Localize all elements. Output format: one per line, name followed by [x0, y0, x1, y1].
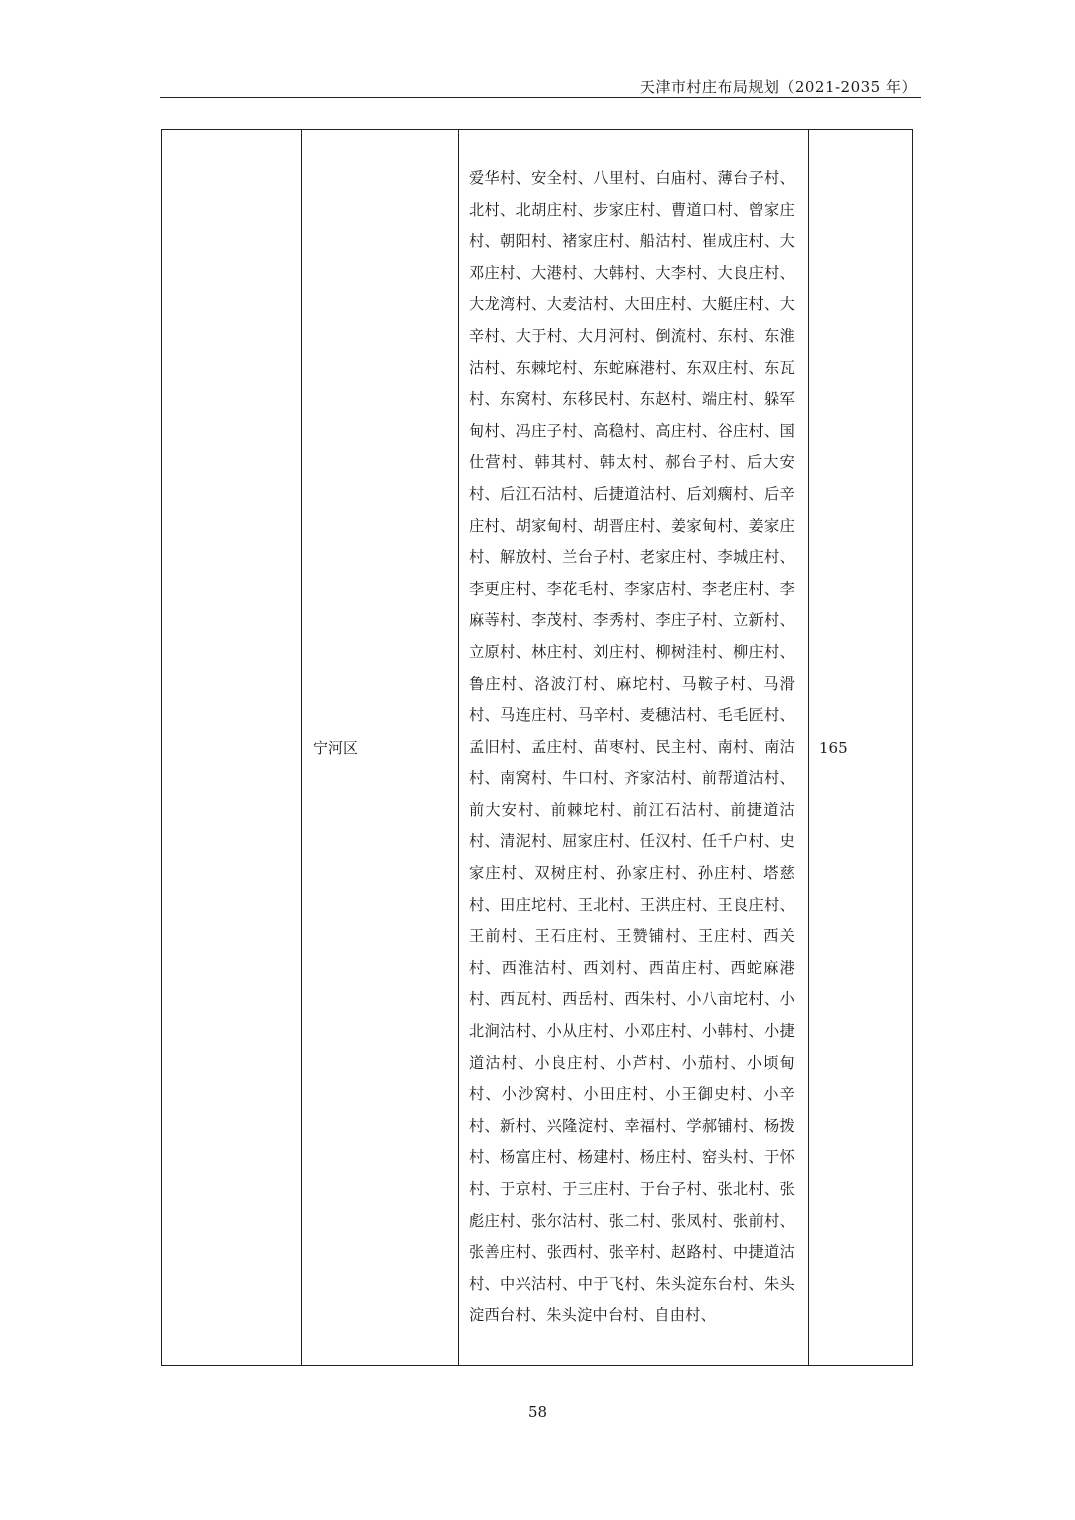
city-cell	[162, 130, 302, 1366]
page-number: 58	[527, 1403, 548, 1421]
village-list-cell	[459, 130, 809, 1366]
village-layout-table	[161, 129, 913, 1366]
district-cell: 宁河区	[302, 130, 459, 1366]
header-divider	[160, 97, 921, 98]
page-header-title: 天津市村庄布局规划（2021-2035 年）	[639, 78, 917, 96]
village-count-cell: 165	[809, 130, 913, 1366]
table-row	[162, 130, 913, 1366]
village-list-text: 爱华村、安全村、八里村、白庙村、薄台子村、北村、北胡庄村、步家庄村、曹道口村、曾家庄村、朝阳村、褚家庄村、船沽村、崔成庄村、大邓庄村、大港村、大韩村、大李村、大良庄村、大龙湾村、大麦沽村、大田庄村、大艇庄村、大辛村、大于村、大月河村、倒流村、东村、东淮沽村、东棘坨村、东蛇麻港村、东双庄村、东瓦村、东窝村、东移民村、东赵村、端庄村、躲军甸村、冯庄子村、高稳村、高庄村、谷庄村、国仕营村、韩其村、韩太村、郝台子村、后大安村、后江石沽村、后捷道沽村、后刘瘸村、后辛庄村、胡家甸村、胡晋庄村、姜家甸村、姜家庄村、解放村、兰台子村、老家庄村、李城庄村、李更庄村、李花毛村、李家店村、李老庄村、李麻䓁村、李茂村、李秀村、李庄子村、立新村、立原村、林庄村、刘庄村、柳树洼村、柳庄村、鲁庄村、洛波汀村、麻坨村、马鞍子村、马滑村、马连庄村、马辛村、麦穗沽村、毛毛匠村、孟旧村、孟庄村、苗枣村、民主村、南村、南沽村、南窝村、牛口村、齐家沽村、前帮道沽村、前大安村、前棘坨村、前江石沽村、前捷道沽村、清泥村、屈家庄村、任汉村、任千户村、史家庄村、双树庄村、孙家庄村、孙庄村、塔慈村、田庄坨村、王北村、王洪庄村、王良庄村、王前村、王石庄村、王赞铺村、王庄村、西关村、西淮沽村、西刘村、西苗庄村、西蛇麻港村、西瓦村、西岳村、西朱村、小八亩坨村、小北涧沽村、小从庄村、小邓庄村、小韩村、小捷道沽村、小良庄村、小芦村、小茄村、小顷甸村、小沙窝村、小田庄村、小王御史村、小辛村、新村、兴隆淀村、幸福村、学郝铺村、杨拨村、杨富庄村、杨建村、杨庄村、窑头村、于怀村、于京村、于三庄村、于台子村、张北村、张彪庄村、张尔沽村、张二村、张凤村、张前村、张善庄村、张西村、张辛村、赵路村、中捷道沽村、中兴沽村、中于飞村、朱头淀东台村、朱头淀西台村、朱头淀中台村、自由村、	[469, 169, 795, 1325]
